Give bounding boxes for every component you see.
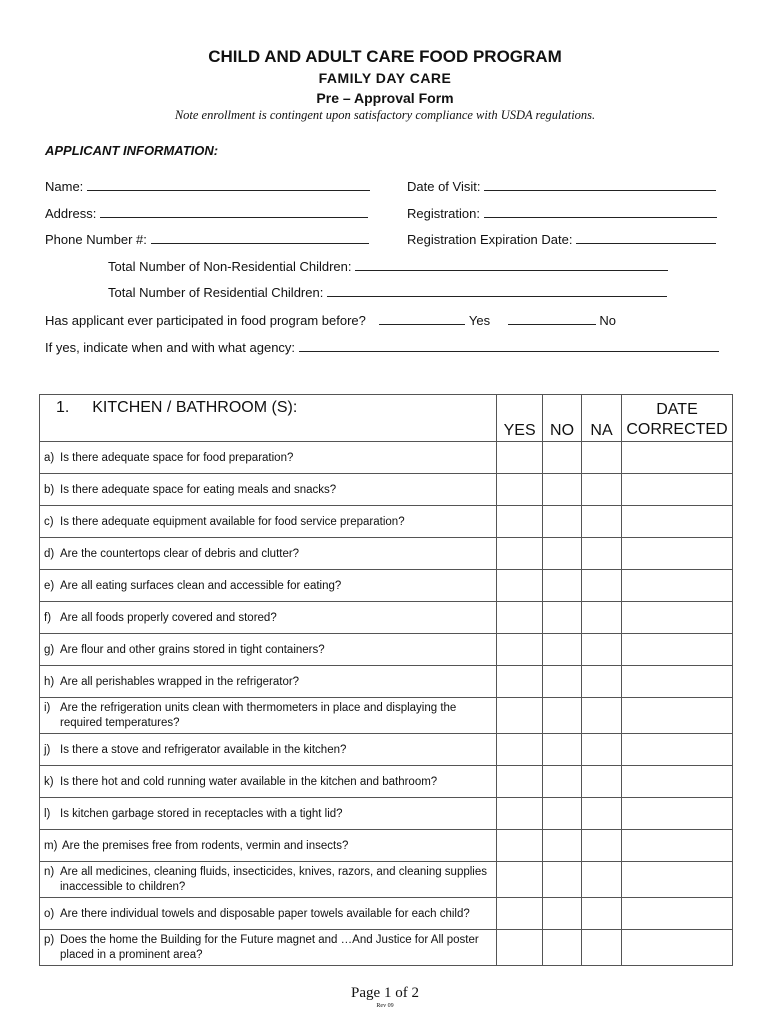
question-cell	[40, 898, 497, 930]
yes-cell[interactable]	[497, 830, 543, 862]
checklist-row	[40, 930, 733, 966]
question-text: Does the home the Building for the Future magnet and …And Justice for All poster placed in a prominent area?	[60, 933, 479, 961]
question-letter: k)	[44, 775, 54, 788]
checklist-row	[40, 830, 733, 862]
yes-cell[interactable]	[497, 570, 543, 602]
na-cell[interactable]	[582, 602, 622, 634]
no-cell[interactable]	[543, 698, 582, 734]
date-corrected-column-header	[621, 395, 732, 442]
question-text: Is there a stove and refrigerator available in the kitchen?	[60, 743, 347, 756]
no-cell[interactable]	[543, 862, 582, 898]
question-letter: g)	[44, 643, 55, 656]
date-corrected-cell[interactable]	[621, 898, 732, 930]
question-letter: e)	[44, 579, 55, 592]
no-cell[interactable]	[543, 930, 582, 966]
question-text: Are all medicines, cleaning fluids, insecticides, knives, razors, and cleaning supplies inaccessible to children?	[60, 865, 487, 893]
agency-label: If yes, indicate when and with what agency:	[45, 340, 296, 355]
date-corrected-cell[interactable]	[621, 798, 732, 830]
date-corrected-cell[interactable]	[621, 570, 732, 602]
date-corrected-cell[interactable]	[621, 830, 732, 862]
section-heading	[40, 395, 497, 442]
checklist-row	[40, 538, 733, 570]
yes-cell[interactable]	[497, 766, 543, 798]
na-cell[interactable]	[582, 666, 622, 698]
question-text: Are all foods properly covered and stored?	[60, 611, 277, 624]
na-cell[interactable]	[582, 570, 622, 602]
question-text: Is there adequate equipment available for food service preparation?	[60, 515, 405, 528]
yes-cell[interactable]	[497, 798, 543, 830]
page-number: Page 1 of 2	[351, 985, 419, 1001]
name-label: Name:	[45, 179, 84, 194]
question-text: Are all perishables wrapped in the refrigerator?	[60, 675, 300, 688]
checklist-row	[40, 602, 733, 634]
checklist-row	[40, 698, 733, 734]
no-cell[interactable]	[543, 602, 582, 634]
question-letter: f)	[44, 611, 52, 624]
question-letter: m)	[44, 839, 58, 852]
question-letter: b)	[44, 483, 55, 496]
form-title: CHILD AND ADULT CARE FOOD PROGRAM	[208, 47, 562, 66]
na-cell[interactable]	[582, 474, 622, 506]
na-cell[interactable]	[582, 442, 622, 474]
date-corrected-cell[interactable]	[621, 634, 732, 666]
revision-label: Rev 09	[376, 1003, 394, 1009]
question-letter: i)	[44, 701, 51, 714]
na-cell[interactable]	[582, 538, 622, 570]
section-number: 1.	[56, 399, 70, 416]
yes-column-header: YES	[497, 395, 543, 442]
yes-cell[interactable]	[497, 602, 543, 634]
reg-exp-blank[interactable]	[576, 231, 716, 244]
question-text: Are the refrigeration units clean with thermometers in place and displaying the required temperatures?	[60, 701, 457, 729]
question-text: Are flour and other grains stored in tight containers?	[60, 643, 325, 656]
question-text: Is there adequate space for eating meals and snacks?	[60, 483, 337, 496]
non-res-children-field[interactable]	[108, 258, 668, 274]
no-cell[interactable]	[543, 442, 582, 474]
na-column-header: NA	[582, 395, 622, 442]
date-of-visit-blank[interactable]	[484, 178, 716, 191]
date-corrected-cell[interactable]	[621, 442, 732, 474]
yes-cell[interactable]	[497, 930, 543, 966]
question-cell	[40, 602, 497, 634]
checklist-row	[40, 474, 733, 506]
no-cell[interactable]	[543, 474, 582, 506]
yes-cell[interactable]	[497, 506, 543, 538]
no-cell[interactable]	[543, 666, 582, 698]
question-letter: l)	[44, 807, 51, 820]
registration-field[interactable]	[407, 205, 717, 221]
participated-no-blank[interactable]	[508, 312, 596, 325]
date-corrected-cell[interactable]	[621, 506, 732, 538]
agency-field[interactable]	[45, 339, 719, 355]
question-cell	[40, 766, 497, 798]
question-cell	[40, 506, 497, 538]
checklist-row	[40, 898, 733, 930]
question-cell	[40, 734, 497, 766]
na-cell[interactable]	[582, 830, 622, 862]
no-cell[interactable]	[543, 798, 582, 830]
checklist-row	[40, 862, 733, 898]
na-cell[interactable]	[582, 698, 622, 734]
date-corrected-cell[interactable]	[621, 474, 732, 506]
date-corrected-cell[interactable]	[621, 698, 732, 734]
question-cell	[40, 830, 497, 862]
name-field[interactable]	[45, 178, 370, 194]
na-cell[interactable]	[582, 930, 622, 966]
registration-blank[interactable]	[484, 205, 717, 218]
date-corrected-cell[interactable]	[621, 734, 732, 766]
participated-label: Has applicant ever participated in food program before?	[45, 313, 366, 328]
question-letter: d)	[44, 547, 55, 560]
question-text: Is there hot and cold running water available in the kitchen and bathroom?	[60, 775, 438, 788]
form-name: Pre – Approval Form	[316, 90, 454, 106]
date-corrected-cell[interactable]	[621, 602, 732, 634]
date-corrected-cell[interactable]	[621, 930, 732, 966]
no-cell[interactable]	[543, 830, 582, 862]
yes-cell[interactable]	[497, 666, 543, 698]
participated-yes-blank[interactable]	[379, 312, 465, 325]
checklist-row	[40, 666, 733, 698]
question-cell	[40, 698, 497, 734]
non-res-children-label: Total Number of Non-Residential Children:	[108, 259, 352, 274]
non-res-children-blank[interactable]	[355, 258, 668, 271]
res-children-blank[interactable]	[327, 284, 667, 297]
question-cell	[40, 862, 497, 898]
no-cell[interactable]	[543, 506, 582, 538]
na-cell[interactable]	[582, 766, 622, 798]
date-corrected-line1: DATE	[656, 401, 698, 418]
participated-yes-label: Yes	[468, 313, 491, 328]
question-cell	[40, 798, 497, 830]
date-corrected-cell[interactable]	[621, 666, 732, 698]
question-text: Are all eating surfaces clean and accessible for eating?	[60, 579, 342, 592]
phone-blank[interactable]	[151, 231, 369, 244]
question-letter: o)	[44, 907, 55, 920]
question-letter: n)	[44, 865, 55, 878]
checklist-row	[40, 766, 733, 798]
question-text: Are the premises free from rodents, vermin and insects?	[62, 839, 349, 852]
question-letter: p)	[44, 933, 55, 946]
no-cell[interactable]	[543, 734, 582, 766]
address-label: Address:	[45, 206, 97, 221]
kitchen-bathroom-checklist	[39, 394, 733, 966]
question-cell	[40, 930, 497, 966]
question-cell	[40, 634, 497, 666]
yes-cell[interactable]	[497, 474, 543, 506]
name-blank[interactable]	[87, 178, 370, 191]
yes-cell[interactable]	[497, 698, 543, 734]
checklist-row	[40, 570, 733, 602]
date-corrected-cell[interactable]	[621, 538, 732, 570]
na-cell[interactable]	[582, 898, 622, 930]
question-cell	[40, 538, 497, 570]
applicant-section-label: APPLICANT INFORMATION:	[45, 143, 219, 158]
agency-blank[interactable]	[299, 339, 719, 352]
na-cell[interactable]	[582, 634, 622, 666]
question-text: Are the countertops clear of debris and clutter?	[60, 547, 300, 560]
reg-exp-label: Registration Expiration Date:	[407, 232, 573, 247]
form-subtitle: FAMILY DAY CARE	[318, 70, 452, 86]
question-letter: h)	[44, 675, 55, 688]
date-corrected-cell[interactable]	[621, 766, 732, 798]
yes-cell[interactable]	[497, 734, 543, 766]
checklist-row	[40, 798, 733, 830]
question-cell	[40, 474, 497, 506]
no-cell[interactable]	[543, 538, 582, 570]
participated-field	[45, 312, 616, 328]
question-letter: c)	[44, 515, 54, 528]
question-letter: j)	[44, 743, 51, 756]
yes-cell[interactable]	[497, 538, 543, 570]
yes-cell[interactable]	[497, 634, 543, 666]
checklist-header-row	[40, 395, 733, 442]
address-field[interactable]	[45, 205, 368, 221]
section-title: KITCHEN / BATHROOM (S):	[92, 399, 298, 416]
question-cell	[40, 666, 497, 698]
question-letter: a)	[44, 451, 55, 464]
date-of-visit-label: Date of Visit:	[407, 179, 481, 194]
question-text: Is there adequate space for food preparation?	[60, 451, 294, 464]
na-cell[interactable]	[582, 862, 622, 898]
phone-label: Phone Number #:	[45, 232, 147, 247]
date-corrected-cell[interactable]	[621, 862, 732, 898]
checklist-row	[40, 734, 733, 766]
no-cell[interactable]	[543, 634, 582, 666]
phone-field[interactable]	[45, 231, 369, 247]
yes-cell[interactable]	[497, 862, 543, 898]
question-text: Are there individual towels and disposable paper towels available for each child?	[60, 907, 470, 920]
na-cell[interactable]	[582, 798, 622, 830]
date-corrected-line2: CORRECTED	[626, 421, 728, 438]
checklist-row	[40, 506, 733, 538]
question-cell	[40, 442, 497, 474]
registration-label: Registration:	[407, 206, 480, 221]
checklist-row	[40, 634, 733, 666]
question-text: Is kitchen garbage stored in receptacles with a tight lid?	[60, 807, 343, 820]
checklist-row	[40, 442, 733, 474]
na-cell[interactable]	[582, 734, 622, 766]
address-blank[interactable]	[100, 205, 368, 218]
no-cell[interactable]	[543, 898, 582, 930]
yes-cell[interactable]	[497, 442, 543, 474]
no-cell[interactable]	[543, 570, 582, 602]
no-cell[interactable]	[543, 766, 582, 798]
res-children-label: Total Number of Residential Children:	[108, 285, 324, 300]
no-column-header: NO	[543, 395, 582, 442]
question-cell	[40, 570, 497, 602]
na-cell[interactable]	[582, 506, 622, 538]
res-children-field[interactable]	[108, 284, 667, 300]
enrollment-note: Note enrollment is contingent upon satisfactory compliance with USDA regulations.	[174, 108, 596, 122]
participated-no-label: No	[599, 313, 616, 328]
reg-exp-field[interactable]	[407, 231, 716, 247]
date-of-visit-field[interactable]	[407, 178, 716, 194]
yes-cell[interactable]	[497, 898, 543, 930]
